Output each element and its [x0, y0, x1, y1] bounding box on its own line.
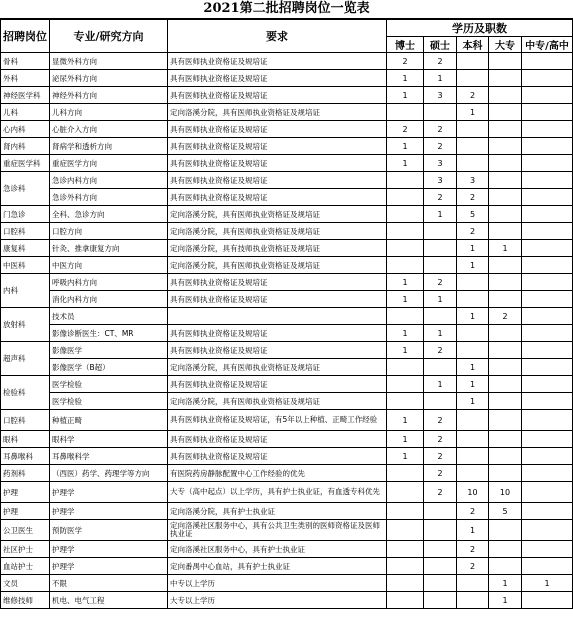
phd-cell: 1	[387, 448, 424, 465]
bachelor-cell: 5	[457, 206, 489, 223]
master-cell: 3	[424, 172, 457, 189]
table-row	[1, 206, 573, 223]
phd-cell	[387, 223, 424, 240]
requirement-cell: 大专（高中起点）以上学历，具有护士执业证，有血透专科优先	[168, 482, 387, 503]
major-cell: 耳鼻喉科学	[50, 448, 168, 465]
bachelor-cell: 1	[457, 376, 489, 393]
table-row	[1, 503, 573, 520]
college-cell	[489, 359, 522, 376]
college-cell	[489, 206, 522, 223]
bachelor-cell: 1	[457, 359, 489, 376]
secondary-cell	[522, 87, 573, 104]
master-cell: 1	[424, 206, 457, 223]
college-cell: 1	[489, 592, 522, 609]
master-cell: 2	[424, 431, 457, 448]
secondary-cell	[522, 172, 573, 189]
secondary-cell	[522, 431, 573, 448]
college-cell: 5	[489, 503, 522, 520]
requirement-cell: 定向洛溪分院，具有医师执业资格证及规培证	[168, 393, 387, 410]
post-cell: 公卫医生	[1, 520, 50, 541]
requirement-cell: 定向洛溪分院，具有医师执业资格证及规培证	[168, 359, 387, 376]
bachelor-cell: 1	[457, 393, 489, 410]
phd-cell	[387, 465, 424, 482]
requirement-cell: 定向洛溪分院，具有技师执业资格证及规培证	[168, 240, 387, 257]
secondary-cell	[522, 592, 573, 609]
master-cell	[424, 240, 457, 257]
table-row	[1, 482, 573, 503]
table-row	[1, 308, 573, 325]
major-cell: 急诊内科方向	[50, 172, 168, 189]
major-cell: 神经外科方向	[50, 87, 168, 104]
table-row	[1, 431, 573, 448]
requirement-cell: 有医院药房静脉配置中心工作经验的优先	[168, 465, 387, 482]
header-education: 学历及职数	[387, 20, 573, 37]
phd-cell	[387, 257, 424, 274]
phd-cell	[387, 172, 424, 189]
requirement-cell: 具有医师执业资格证及规培证	[168, 138, 387, 155]
college-cell	[489, 138, 522, 155]
requirement-cell: 具有医师执业资格证及规培证，有5年以上种植、正畸工作经验	[168, 410, 387, 431]
bachelor-cell	[457, 325, 489, 342]
post-cell: 神经医学科	[1, 87, 50, 104]
bachelor-cell: 2	[457, 223, 489, 240]
header-major: 专业/研究方向	[50, 20, 168, 53]
secondary-cell	[522, 138, 573, 155]
table-row	[1, 376, 573, 393]
phd-cell	[387, 575, 424, 592]
requirement-cell: 具有医师执业资格证及规培证	[168, 291, 387, 308]
post-cell: 药剂科	[1, 465, 50, 482]
college-cell	[489, 189, 522, 206]
college-cell	[489, 558, 522, 575]
requirement-cell: 具有医师执业资格证及规培证	[168, 325, 387, 342]
table-row	[1, 291, 573, 308]
table-row	[1, 325, 573, 342]
major-cell: 技术员	[50, 308, 168, 325]
header-bachelor: 本科	[457, 37, 489, 53]
table-row	[1, 410, 573, 431]
master-cell: 3	[424, 155, 457, 172]
phd-cell: 1	[387, 274, 424, 291]
post-cell: 眼科	[1, 431, 50, 448]
secondary-cell	[522, 359, 573, 376]
major-cell: 急诊外科方向	[50, 189, 168, 206]
secondary-cell	[522, 70, 573, 87]
bachelor-cell: 3	[457, 172, 489, 189]
college-cell	[489, 291, 522, 308]
bachelor-cell: 1	[457, 240, 489, 257]
table-row	[1, 393, 573, 410]
header-phd: 博士	[387, 37, 424, 53]
bachelor-cell	[457, 431, 489, 448]
phd-cell	[387, 503, 424, 520]
table-row	[1, 70, 573, 87]
phd-cell: 1	[387, 342, 424, 359]
college-cell	[489, 87, 522, 104]
requirement-cell: 具有医师执业资格证及规培证	[168, 53, 387, 70]
table-row	[1, 104, 573, 121]
phd-cell	[387, 189, 424, 206]
table-row	[1, 172, 573, 189]
bachelor-cell	[457, 121, 489, 138]
post-cell: 维修技师	[1, 592, 50, 609]
major-cell: 护理学	[50, 482, 168, 503]
major-cell: 全科、急诊方向	[50, 206, 168, 223]
phd-cell: 1	[387, 410, 424, 431]
table-row	[1, 342, 573, 359]
secondary-cell	[522, 376, 573, 393]
post-cell: 耳鼻喉科	[1, 448, 50, 465]
post-cell: 中医科	[1, 257, 50, 274]
major-cell: 机电、电气工程	[50, 592, 168, 609]
secondary-cell	[522, 342, 573, 359]
major-cell: 眼科学	[50, 431, 168, 448]
table-row	[1, 240, 573, 257]
requirement-cell: 定向番禺中心血站，具有护士执业证	[168, 558, 387, 575]
phd-cell: 1	[387, 431, 424, 448]
master-cell: 2	[424, 482, 457, 503]
college-cell	[489, 410, 522, 431]
requirement-cell: 定向洛溪分院，具有医师执业资格证及规培证	[168, 206, 387, 223]
phd-cell: 1	[387, 70, 424, 87]
bachelor-cell	[457, 53, 489, 70]
secondary-cell	[522, 240, 573, 257]
master-cell: 1	[424, 291, 457, 308]
phd-cell	[387, 359, 424, 376]
requirement-cell: 具有医师执业资格证及规培证	[168, 87, 387, 104]
phd-cell	[387, 520, 424, 541]
major-cell: 口腔方向	[50, 223, 168, 240]
table-row	[1, 541, 573, 558]
post-cell: 超声科	[1, 342, 50, 376]
post-cell: 重症医学科	[1, 155, 50, 172]
bachelor-cell	[457, 465, 489, 482]
post-cell: 文员	[1, 575, 50, 592]
recruitment-table	[0, 19, 573, 609]
requirement-cell: 定向洛溪社区服务中心，具有护士执业证	[168, 541, 387, 558]
major-cell: 护理学	[50, 541, 168, 558]
secondary-cell	[522, 223, 573, 240]
major-cell: 中医方向	[50, 257, 168, 274]
secondary-cell	[522, 520, 573, 541]
major-cell: 儿科方向	[50, 104, 168, 121]
major-cell: 肾病学和透析方向	[50, 138, 168, 155]
bachelor-cell: 2	[457, 503, 489, 520]
requirement-cell: 大专以上学历	[168, 592, 387, 609]
college-cell	[489, 274, 522, 291]
phd-cell: 1	[387, 87, 424, 104]
college-cell	[489, 342, 522, 359]
table-row	[1, 257, 573, 274]
master-cell: 1	[424, 376, 457, 393]
phd-cell: 1	[387, 155, 424, 172]
phd-cell	[387, 104, 424, 121]
header-requirement: 要求	[168, 20, 387, 53]
table-row	[1, 53, 573, 70]
college-cell	[489, 393, 522, 410]
major-cell: 预防医学	[50, 520, 168, 541]
bachelor-cell: 2	[457, 558, 489, 575]
major-cell: 重症医学方向	[50, 155, 168, 172]
post-cell: 社区护士	[1, 541, 50, 558]
master-cell: 2	[424, 465, 457, 482]
post-cell: 心内科	[1, 121, 50, 138]
major-cell: 种植正畸	[50, 410, 168, 431]
requirement-cell: 中专以上学历	[168, 575, 387, 592]
table-row	[1, 155, 573, 172]
post-cell: 护理	[1, 482, 50, 503]
phd-cell	[387, 592, 424, 609]
post-cell: 急诊科	[1, 172, 50, 206]
phd-cell: 1	[387, 291, 424, 308]
post-cell: 肾内科	[1, 138, 50, 155]
bachelor-cell: 1	[457, 257, 489, 274]
bachelor-cell	[457, 291, 489, 308]
college-cell: 1	[489, 240, 522, 257]
bachelor-cell	[457, 342, 489, 359]
major-cell: 呼吸内科方向	[50, 274, 168, 291]
secondary-cell	[522, 274, 573, 291]
major-cell: 影像医学（B超）	[50, 359, 168, 376]
major-cell: 不限	[50, 575, 168, 592]
table-row	[1, 223, 573, 240]
master-cell: 2	[424, 121, 457, 138]
table-row	[1, 359, 573, 376]
bachelor-cell	[457, 70, 489, 87]
post-cell: 儿科	[1, 104, 50, 121]
requirement-cell: 具有医师执业资格证及规培证	[168, 155, 387, 172]
post-cell: 口腔科	[1, 223, 50, 240]
table-row	[1, 448, 573, 465]
requirement-cell: 定向洛溪分院，具有医师执业资格证及规培证	[168, 223, 387, 240]
bachelor-cell: 2	[457, 189, 489, 206]
college-cell: 1	[489, 575, 522, 592]
requirement-cell	[168, 308, 387, 325]
major-cell: 泌尿外科方向	[50, 70, 168, 87]
master-cell	[424, 223, 457, 240]
secondary-cell	[522, 503, 573, 520]
bachelor-cell: 1	[457, 308, 489, 325]
secondary-cell	[522, 291, 573, 308]
master-cell: 1	[424, 325, 457, 342]
master-cell: 3	[424, 87, 457, 104]
master-cell	[424, 592, 457, 609]
phd-cell	[387, 393, 424, 410]
secondary-cell	[522, 308, 573, 325]
master-cell: 2	[424, 342, 457, 359]
requirement-cell: 定向洛溪分院，具有医师执业资格证及规培证	[168, 104, 387, 121]
major-cell: 针灸、推拿康复方向	[50, 240, 168, 257]
table-row	[1, 558, 573, 575]
table-row	[1, 592, 573, 609]
requirement-cell: 具有医师执业资格证及规培证	[168, 431, 387, 448]
table-row	[1, 138, 573, 155]
master-cell	[424, 575, 457, 592]
phd-cell: 2	[387, 53, 424, 70]
college-cell	[489, 520, 522, 541]
post-cell: 康复科	[1, 240, 50, 257]
phd-cell	[387, 558, 424, 575]
college-cell	[489, 448, 522, 465]
requirement-cell: 具有医师执业资格证及规培证	[168, 342, 387, 359]
secondary-cell	[522, 393, 573, 410]
table-row	[1, 189, 573, 206]
header-secondary: 中专/高中	[522, 37, 573, 53]
requirement-cell: 具有医师执业资格证及规培证	[168, 448, 387, 465]
secondary-cell	[522, 53, 573, 70]
requirement-cell: 具有医师执业资格证及规培证	[168, 376, 387, 393]
requirement-cell: 具有医师执业资格证及规培证	[168, 121, 387, 138]
bachelor-cell	[457, 410, 489, 431]
secondary-cell	[522, 410, 573, 431]
requirement-cell: 定向洛溪社区服务中心，具有公共卫生类别的医师资格证及医师执业证	[168, 520, 387, 541]
secondary-cell	[522, 257, 573, 274]
phd-cell	[387, 308, 424, 325]
requirement-cell: 具有医师执业资格证及规培证	[168, 189, 387, 206]
college-cell	[489, 223, 522, 240]
college-cell	[489, 104, 522, 121]
master-cell: 2	[424, 138, 457, 155]
major-cell: 护理学	[50, 558, 168, 575]
phd-cell: 1	[387, 138, 424, 155]
post-cell: 口腔科	[1, 410, 50, 431]
college-cell	[489, 172, 522, 189]
header-post: 招聘岗位	[1, 20, 50, 53]
secondary-cell	[522, 465, 573, 482]
secondary-cell	[522, 155, 573, 172]
master-cell: 2	[424, 410, 457, 431]
master-cell: 2	[424, 189, 457, 206]
bachelor-cell: 1	[457, 104, 489, 121]
major-cell: （西医）药学、药理学等方向	[50, 465, 168, 482]
bachelor-cell	[457, 592, 489, 609]
post-cell: 检验科	[1, 376, 50, 410]
master-cell: 2	[424, 274, 457, 291]
post-cell: 骨科	[1, 53, 50, 70]
bachelor-cell: 1	[457, 520, 489, 541]
secondary-cell	[522, 448, 573, 465]
master-cell	[424, 520, 457, 541]
secondary-cell	[522, 482, 573, 503]
table-row	[1, 575, 573, 592]
master-cell	[424, 104, 457, 121]
master-cell	[424, 257, 457, 274]
bachelor-cell	[457, 138, 489, 155]
major-cell: 护理学	[50, 503, 168, 520]
secondary-cell	[522, 121, 573, 138]
secondary-cell	[522, 325, 573, 342]
college-cell	[489, 70, 522, 87]
master-cell	[424, 558, 457, 575]
college-cell	[489, 325, 522, 342]
phd-cell	[387, 240, 424, 257]
phd-cell	[387, 206, 424, 223]
requirement-cell: 具有医师执业资格证及规培证	[168, 70, 387, 87]
major-cell: 心脏介入方向	[50, 121, 168, 138]
phd-cell	[387, 482, 424, 503]
secondary-cell	[522, 541, 573, 558]
master-cell	[424, 308, 457, 325]
header-college: 大专	[489, 37, 522, 53]
college-cell	[489, 465, 522, 482]
requirement-cell: 定向洛溪分院，具有护士执业证	[168, 503, 387, 520]
college-cell: 2	[489, 308, 522, 325]
table-row	[1, 274, 573, 291]
bachelor-cell	[457, 155, 489, 172]
secondary-cell: 1	[522, 575, 573, 592]
bachelor-cell: 2	[457, 87, 489, 104]
master-cell	[424, 503, 457, 520]
table-row	[1, 520, 573, 541]
bachelor-cell	[457, 448, 489, 465]
college-cell	[489, 53, 522, 70]
bachelor-cell	[457, 575, 489, 592]
major-cell: 医学检验	[50, 393, 168, 410]
header-master: 硕士	[424, 37, 457, 53]
phd-cell: 1	[387, 325, 424, 342]
master-cell	[424, 541, 457, 558]
phd-cell	[387, 376, 424, 393]
phd-cell: 2	[387, 121, 424, 138]
college-cell	[489, 541, 522, 558]
major-cell: 医学检验	[50, 376, 168, 393]
college-cell	[489, 121, 522, 138]
master-cell	[424, 359, 457, 376]
major-cell: 影像医学	[50, 342, 168, 359]
post-cell: 内科	[1, 274, 50, 308]
requirement-cell: 具有医师执业资格证及规培证	[168, 172, 387, 189]
bachelor-cell: 10	[457, 482, 489, 503]
college-cell	[489, 155, 522, 172]
master-cell	[424, 393, 457, 410]
table-row	[1, 87, 573, 104]
bachelor-cell	[457, 274, 489, 291]
post-cell: 门急诊	[1, 206, 50, 223]
post-cell: 护理	[1, 503, 50, 520]
college-cell	[489, 431, 522, 448]
college-cell	[489, 376, 522, 393]
secondary-cell	[522, 104, 573, 121]
college-cell: 10	[489, 482, 522, 503]
phd-cell	[387, 541, 424, 558]
table-row	[1, 465, 573, 482]
master-cell: 2	[424, 53, 457, 70]
requirement-cell: 具有医师执业资格证及规培证	[168, 274, 387, 291]
post-cell: 外科	[1, 70, 50, 87]
major-cell: 消化内科方向	[50, 291, 168, 308]
document-title: 2021第二批招聘岗位一览表	[0, 0, 573, 19]
master-cell: 2	[424, 448, 457, 465]
bachelor-cell: 2	[457, 541, 489, 558]
secondary-cell	[522, 189, 573, 206]
major-cell: 显微外科方向	[50, 53, 168, 70]
post-cell: 放射科	[1, 308, 50, 342]
college-cell	[489, 257, 522, 274]
major-cell: 影像诊断医生：CT、MR	[50, 325, 168, 342]
master-cell: 1	[424, 70, 457, 87]
secondary-cell	[522, 558, 573, 575]
requirement-cell: 定向洛溪分院，具有医师执业资格证及规培证	[168, 257, 387, 274]
table-row	[1, 121, 573, 138]
secondary-cell	[522, 206, 573, 223]
post-cell: 血站护士	[1, 558, 50, 575]
